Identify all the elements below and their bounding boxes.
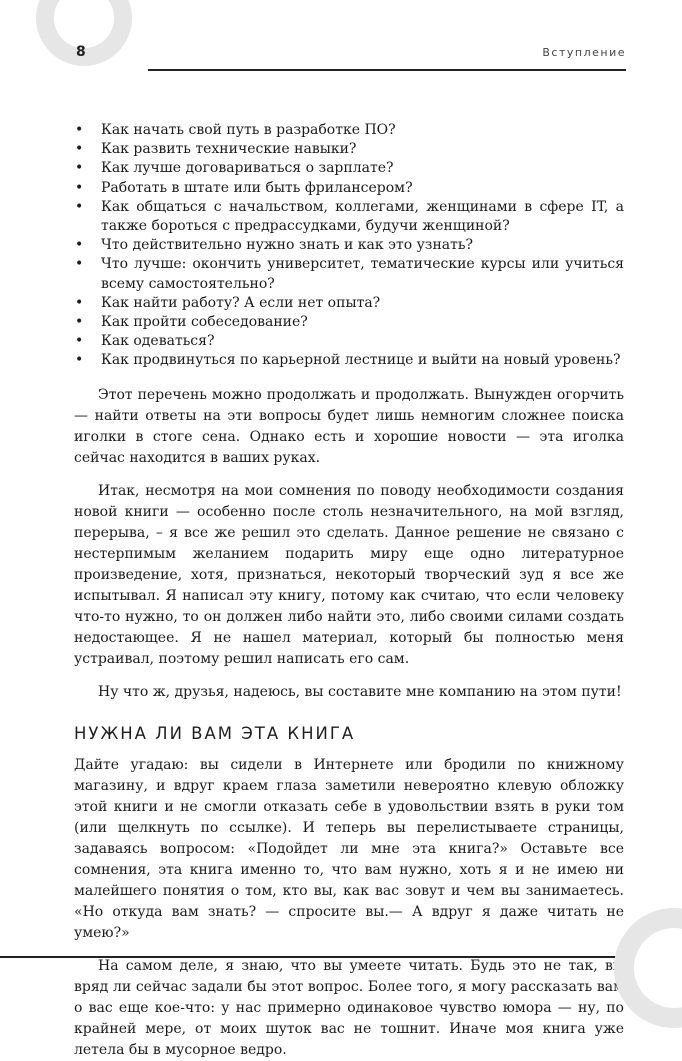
- section-paragraph: Дайте угадаю: вы сидели в Интернете или бродили по книжному магазину, и вдруг краем глаза заметили невероятно клевую обложку этой книги и не смогли отказать себе в удовольствии взять в руки том (или щелкнуть по ссылке). И теперь вы перелистываете страницы, задаваясь вопросом: «Подойдет ли мне эта книга?» Оставьте все сомнения, эта книга именно то, что вам нужно, хоть я и не имею ни малейшего понятия о том, кто вы, как вас зовут и чем вы занимаетесь. «Но откуда вам знать? — спросите вы.— А вдруг я даже читать не умею?»: [74, 756, 624, 941]
- list-item: • Как одеваться?: [74, 332, 624, 351]
- list-item: • Как общаться с начальством, коллегами, женщинами в сфере IT, а также бороться с предрассудками, будучи женщиной?: [74, 198, 624, 236]
- list-item: • Что лучше: окончить университет, тематические курсы или учиться всему самостоятельно?: [74, 255, 624, 293]
- list-item: • Работать в штате или быть фрилансером?: [74, 179, 624, 198]
- question-list: [74, 121, 624, 371]
- intro-paragraph: Ну что ж, друзья, надеюсь, вы составите мне компанию на этом пути!: [98, 683, 622, 700]
- page-body: [74, 121, 624, 1061]
- list-item: • Как найти работу? А если нет опыта?: [74, 294, 624, 313]
- list-item: • Как начать свой путь в разработке ПО?: [74, 121, 624, 140]
- list-item: • Что действительно нужно знать и как это узнать?: [74, 236, 624, 255]
- intro-paragraph: Итак, несмотря на мои сомнения по поводу необходимости создания новой книги — особенно после столь незначительного, на мой взгляд, перерыва, – я все же решил это сделать. Данное решение не связано с нестерпимым желанием подарить миру еще одно литературное произведение, хотя, признаться, некоторый творческий зуд я все же испытывал. Я написал эту книгу, потому как считаю, что если человеку что-то нужно, то он должен либо найти это, либо своими силами создать недостающее. Я не нашел материал, который бы полностью меня устраивал, поэтому решил написать его сам.: [74, 482, 624, 667]
- section-heading: НУЖНА ЛИ ВАМ ЭТА КНИГА: [74, 723, 356, 743]
- footer-rule: [0, 956, 622, 958]
- list-item: • Как продвинуться по карьерной лестнице и выйти на новый уровень?: [74, 351, 624, 370]
- decorative-ring-bottom: [614, 908, 682, 1028]
- section-paragraph: На самом деле, я знаю, что вы умеете читать. Будь это не так, вы вряд ли сейчас задали бы этот вопрос. Более того, я могу рассказать вам о вас еще кое-что: у нас примерно одинаковое чувство юмора — ну, по крайней мере, от моих шуток вас не тошнит. Иначе моя книга уже летела бы в мусорное ведро.: [74, 957, 624, 1058]
- list-item: • Как пройти собеседование?: [74, 313, 624, 332]
- list-item: • Как развить технические навыки?: [74, 140, 624, 159]
- page-number: 8: [76, 44, 86, 60]
- header-rule: [148, 69, 626, 71]
- list-item: • Как лучше договариваться о зарплате?: [74, 159, 624, 178]
- running-title: Вступление: [542, 46, 626, 59]
- intro-paragraph: Этот перечень можно продолжать и продолжать. Вынужден огорчить — найти ответы на эти вопросы будет лишь немногим сложнее поиска иголки в стоге сена. Однако есть и хорошие новости — эта иголка сейчас находится в ваших руках.: [74, 386, 624, 466]
